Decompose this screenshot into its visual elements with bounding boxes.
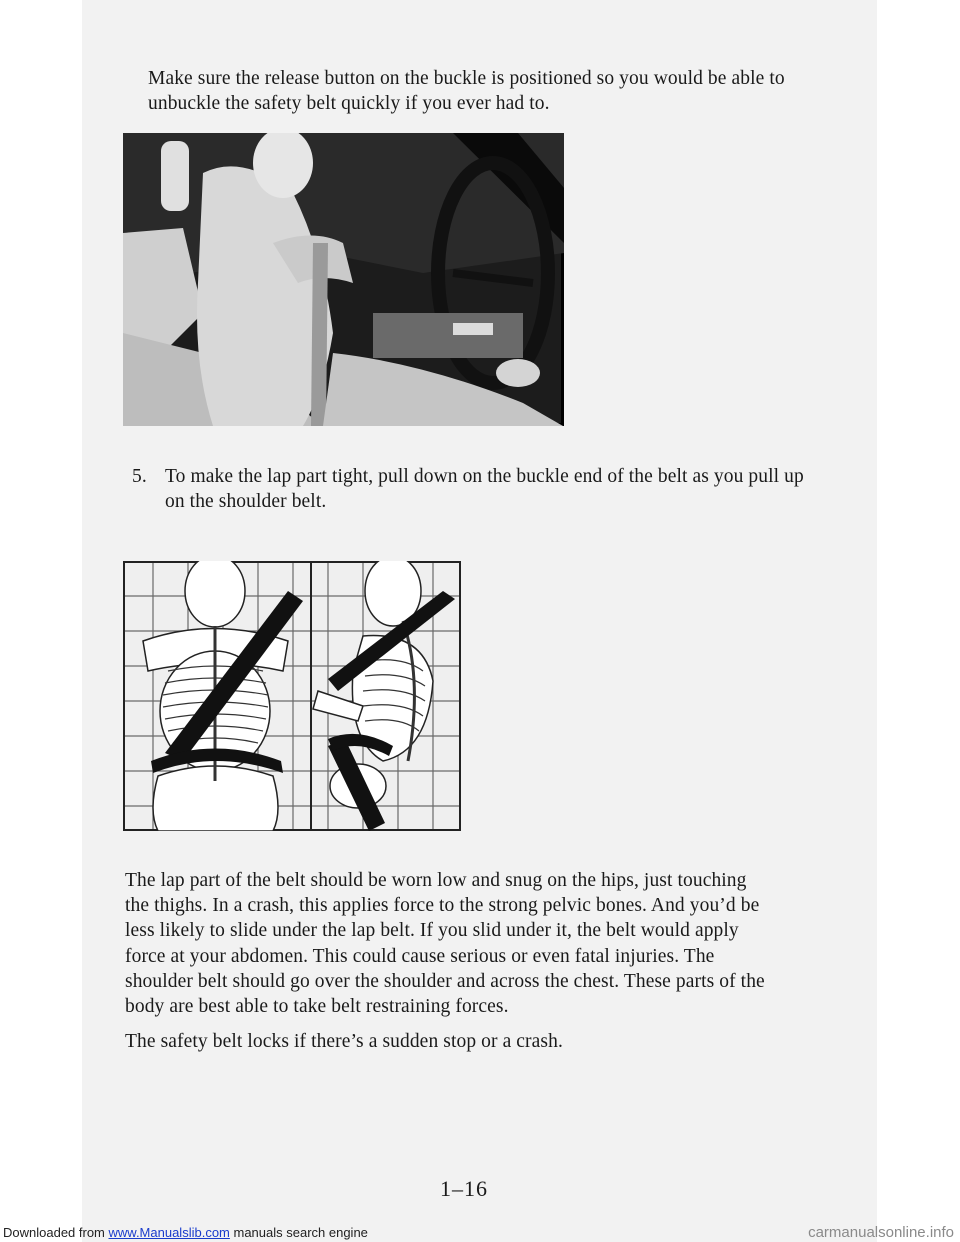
step-5 <box>132 464 812 514</box>
manualslib-link[interactable]: www.Manualslib.com <box>108 1225 230 1240</box>
watermark-text: carmanualsonline.info <box>808 1224 954 1241</box>
footer-suffix: manuals search engine <box>229 1225 368 1240</box>
page-number: 1–16 <box>440 1176 488 1201</box>
belt-locks-paragraph: The safety belt locks if there’s a sudden stop or a crash. <box>125 1031 563 1052</box>
skeleton-belt-diagram <box>123 561 461 831</box>
step-text: To make the lap part tight, pull down on the buckle end of the belt as you pull up on the shoulder belt. <box>165 466 804 512</box>
driver-buckling-illustration <box>123 133 564 426</box>
footer-download-note <box>3 1225 368 1240</box>
step-number: 5. <box>132 466 147 487</box>
footer-prefix: Downloaded from <box>3 1225 109 1240</box>
footer-bar <box>0 1223 960 1242</box>
lap-belt-paragraph: The lap part of the belt should be worn low and snug on the hips, just touching the thighs. In a crash, this applies force to the strong pelvic bones. And you’d be less likely to slide under the lap belt. If you slid under it, the belt would apply force at your abdomen. This could cause serious or even fatal injuries. The shoulder belt should go over the shoulder and across the chest. These parts of the body are best able to take belt restraining forces. <box>125 870 765 1018</box>
release-button-paragraph: Make sure the release button on the buckle is positioned so you would be able to unbuckle the safety belt quickly if you ever had to. <box>148 68 785 114</box>
